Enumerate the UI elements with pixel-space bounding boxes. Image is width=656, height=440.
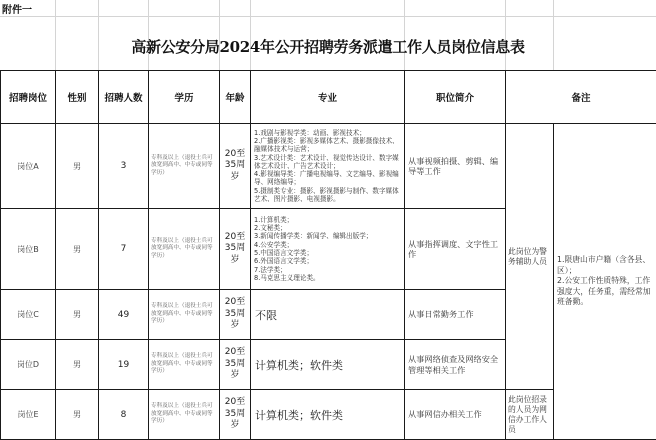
cell-major[interactable]: 计算机类；软件类 xyxy=(251,340,405,390)
cell-post[interactable]: 岗位A xyxy=(1,124,56,209)
major-line: 4.公安学类； xyxy=(254,240,294,249)
header-education[interactable]: 学历 xyxy=(149,71,220,124)
cell-post[interactable]: 岗位C xyxy=(1,290,56,340)
table-header-row xyxy=(1,71,656,124)
attachment-label[interactable]: 附件一 xyxy=(2,5,32,16)
grid-column-line xyxy=(98,0,99,70)
cell-duty[interactable]: 从事网信办相关工作 xyxy=(405,390,506,440)
cell-gender[interactable]: 男 xyxy=(56,124,99,209)
grid-column-line xyxy=(553,0,554,70)
major-line: 7.法学类； xyxy=(254,265,287,274)
cell-age[interactable]: 20至35周岁 xyxy=(220,209,251,290)
cell-count[interactable]: 8 xyxy=(99,390,149,440)
cell-age[interactable]: 20至35周岁 xyxy=(220,124,251,209)
sheet-title[interactable]: 高新公安分局2024年公开招聘劳务派遣工作人员岗位信息表 xyxy=(131,38,525,56)
major-line: 2.文秘类； xyxy=(254,224,287,233)
major-line: 6.外国语言文学类； xyxy=(254,257,314,266)
grid-column-line xyxy=(219,0,220,70)
remark-line: 1.限唐山市户籍（含各县、区）； xyxy=(557,255,651,275)
job-info-table xyxy=(0,70,656,440)
major-line: 4.影视编导类：广播电视编导、文艺编导、影视编导、网络编导； xyxy=(254,170,399,187)
cell-major[interactable]: 不限 xyxy=(251,290,405,340)
cell-education[interactable]: 专科及以上（退役士兵可放宽到高中、中专或同等学历） xyxy=(149,209,220,290)
cell-gender[interactable]: 男 xyxy=(56,290,99,340)
major-line: 3.艺术设计类：艺术设计、视觉传达设计、数字媒体艺术设计、广告艺术设计； xyxy=(254,153,399,170)
cell-education[interactable]: 专科及以上（退役士兵可放宽到高中、中专或同等学历） xyxy=(149,390,220,440)
cell-gender[interactable]: 男 xyxy=(56,390,99,440)
cell-gender[interactable]: 男 xyxy=(56,209,99,290)
header-remark[interactable]: 备注 xyxy=(506,71,656,124)
cell-education[interactable]: 专科及以上（退役士兵可放宽到高中、中专或同等学历） xyxy=(149,290,220,340)
cell-count[interactable]: 7 xyxy=(99,209,149,290)
cell-count[interactable]: 19 xyxy=(99,340,149,390)
grid-column-line xyxy=(55,0,56,70)
cell-dept-type[interactable]: 此岗位为警务辅助人员 xyxy=(506,124,554,390)
cell-major[interactable]: 计算机类；软件类 xyxy=(251,390,405,440)
cell-education[interactable]: 专科及以上（退役士兵可放宽到高中、中专或同等学历） xyxy=(149,124,220,209)
grid-column-line xyxy=(404,0,405,70)
grid-column-line xyxy=(250,0,251,70)
cell-count[interactable]: 3 xyxy=(99,124,149,209)
header-major[interactable]: 专业 xyxy=(251,71,405,124)
cell-age[interactable]: 20至35周岁 xyxy=(220,340,251,390)
cell-major[interactable] xyxy=(251,124,405,209)
major-line: 1.戏剧与影视学类：动画、影视技术； xyxy=(254,128,366,137)
cell-post[interactable]: 岗位D xyxy=(1,340,56,390)
grid-column-line xyxy=(505,0,506,70)
cell-duty[interactable]: 从事网络侦查及网络安全管理等相关工作 xyxy=(405,340,506,390)
cell-duty[interactable]: 从事日常勤务工作 xyxy=(405,290,506,340)
remark-line: 2.公安工作性质特殊，工作强度大，任务重，需经常加班备勤。 xyxy=(557,276,651,307)
cell-remark[interactable] xyxy=(554,124,656,440)
major-line: 8.马克思主义理论类。 xyxy=(254,273,320,282)
cell-age[interactable]: 20至35周岁 xyxy=(220,290,251,340)
cell-count[interactable]: 49 xyxy=(99,290,149,340)
major-line: 5.中国语言文学类； xyxy=(254,249,314,257)
cell-gender[interactable]: 男 xyxy=(56,340,99,390)
cell-dept-type[interactable]: 此岗位招录的人员为网信办工作人员 xyxy=(506,390,554,440)
header-post[interactable]: 招聘岗位 xyxy=(1,71,56,124)
grid-column-line xyxy=(148,0,149,70)
major-line: 5.摄制类专业：摄影、影视摄影与制作、数字媒体艺术、图片摄影、电视摄影。 xyxy=(254,186,399,204)
major-line: 3.新闻传播学类：新闻学、编辑出版学； xyxy=(254,232,373,241)
table-row xyxy=(1,124,656,209)
major-line: 2.广播影视类：影视多媒体艺术、摄影摄像技术、融媒体技术与运营； xyxy=(254,136,399,154)
header-count[interactable]: 招聘人数 xyxy=(99,71,149,124)
cell-education[interactable]: 专科及以上（退役士兵可放宽到高中、中专或同等学历） xyxy=(149,340,220,390)
cell-duty[interactable]: 从事指挥调度、文字性工作 xyxy=(405,209,506,290)
header-gender[interactable]: 性别 xyxy=(56,71,99,124)
cell-post[interactable]: 岗位E xyxy=(1,390,56,440)
major-line: 1.计算机类； xyxy=(254,215,294,224)
header-duty[interactable]: 职位简介 xyxy=(405,71,506,124)
cell-major[interactable] xyxy=(251,209,405,290)
header-age[interactable]: 年龄 xyxy=(220,71,251,124)
cell-duty[interactable]: 从事视频拍摄、剪辑、编导等工作 xyxy=(405,124,506,209)
cell-age[interactable]: 20至35周岁 xyxy=(220,390,251,440)
cell-post[interactable]: 岗位B xyxy=(1,209,56,290)
